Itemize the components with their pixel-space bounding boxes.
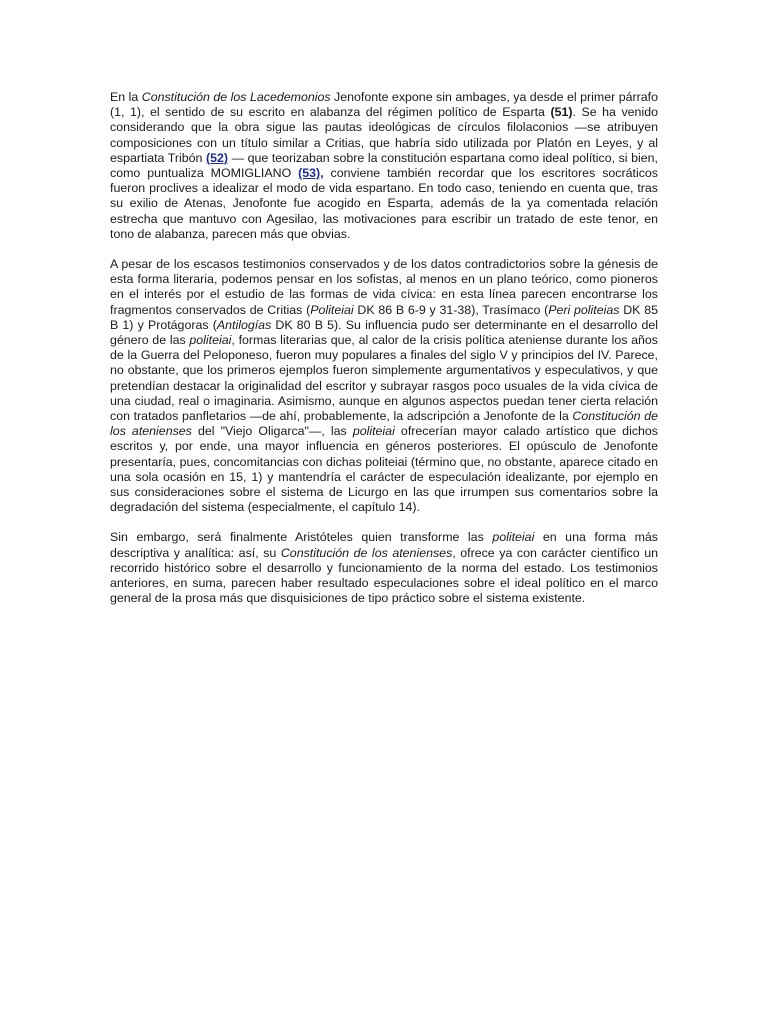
- p2-text-f: del "Viejo Oligarca"—, las: [191, 424, 353, 439]
- p2-text-a: A pesar de los escasos testimonios conservados y de los datos contradictorios sobre la génesis de esta forma literaria, podemos pensar en los sofistas, al menos en un plano teórico, como pioneros en el interés por el estudio de las formas de vida cívica: en esta línea parecen encontrarse los fragmentos conservados de Critias (: [110, 257, 658, 317]
- p1-text-b: . Se ha venido considerando que la obra sigue las pautas ideológicas de círculos filolaconios —se atribuyen composiciones con un título similar a Critias, que habría sido utilizada por Platón en Leyes, y al espartiata Tribón: [110, 105, 658, 165]
- p1-text-c: — que teorizaban sobre la constitución espartana como ideal político, si bien, como puntualiza MOMIGLIANO: [110, 150, 658, 181]
- p3-text-c: , ofrece ya con carácter científico un recorrido histórico sobre el desarrollo y funcionamiento de la norma del estado. Los testimonios anteriores, en suma, parecen haber resultado especulaciones sobre el ideal político en el marco general de la prosa más que disquisiciones de tipo práctico sobre el sistema existente.: [110, 545, 658, 606]
- footnote-ref-51: (51): [550, 105, 573, 120]
- p3-italic-1: politeiai: [492, 530, 535, 545]
- p2-italic-4: politeiai: [189, 333, 232, 348]
- p1-title-italic: Constitución de los Lacedemonios: [141, 90, 331, 104]
- p3-italic-2: Constitución de los atenienses: [280, 545, 453, 560]
- paragraph-2: [110, 257, 658, 515]
- p2-text-g: ofrecerían mayor calado artístico que dichos escritos y, por ende, una mayor influencia en géneros posteriores. El opúsculo de Jenofonte presentaría, pues, concomitancias con dichas politeiai (término que, no obstante, aparece citado en una sola ocasión en 15, 1) y mantendría el carácter de especulación idealizante, por ejemplo en sus consideraciones sobre el sistema de Licurgo en las que irrumpen sus comentarios sobre la degradación del sistema (especialmente, el capítulo 14).: [110, 424, 658, 515]
- p2-text-b: DK 86 B 6-9 y 31-38), Trasímaco (: [353, 302, 549, 317]
- document-page: [110, 90, 658, 607]
- p2-italic-5: Constitución de los atenienses: [110, 409, 658, 439]
- p3-text-b: en una forma más descriptiva y analítica: así, su: [110, 530, 658, 560]
- p2-text-e: , formas literarias que, al calor de la crisis política ateniense durante los años de la Guerra del Peloponeso, fueron muy populares a finales del siglo V y principios del IV. Parece, no obstante, que los primeros ejemplos fueron simplemente argumentativos y especulativos, y que pretendían destacar la originalidad del escritor y subrayar rasgos poco usuales de la vida cívica de una ciudad, real o imaginaria. Asimismo, aunque en algunos aspectos puedan tener cierta relación con tratados panfletarios —de ahí, probablemente, la adscripción a Jenofonte de la: [110, 333, 659, 424]
- p1-text-a: Jenofonte expone sin ambages, ya desde el primer párrafo (1, 1), el sentido de su escrito en alabanza del régimen político de Esparta: [110, 90, 658, 120]
- p2-text-d: DK 80 B 5). Su influencia pudo ser determinante en el desarrollo del género de las: [110, 317, 658, 348]
- footnote-link-52[interactable]: (52): [206, 150, 229, 165]
- p3-text-a: Sin embargo, será finalmente Aristóteles quien transforme las: [110, 530, 493, 545]
- p2-text-c: DK 85 B 1) y Protágoras (: [110, 302, 658, 332]
- p2-italic-3: Antilogías: [216, 317, 272, 332]
- p2-italic-6: politeiai: [352, 424, 395, 439]
- p1-text-d: conviene también recordar que los escritores socráticos fueron proclives a idealizar el modo de vida espartano. En todo caso, teniendo en cuenta que, tras su exilio de Atenas, Jenofonte fue acogido en Esparta, además de la ya comentada relación estrecha que mantuvo con Agesilao, las motivaciones para escribir un tratado de este tenor, en tono de alabanza, parecen más que obvias.: [110, 166, 658, 241]
- p2-italic-2: Peri politeias: [548, 302, 620, 317]
- p1-lead-text: En la: [110, 90, 142, 104]
- paragraph-1: [110, 90, 658, 242]
- p2-italic-1: Politeiai: [310, 302, 354, 317]
- paragraph-3: [110, 530, 658, 606]
- footnote-link-53[interactable]: (53),: [298, 166, 324, 181]
